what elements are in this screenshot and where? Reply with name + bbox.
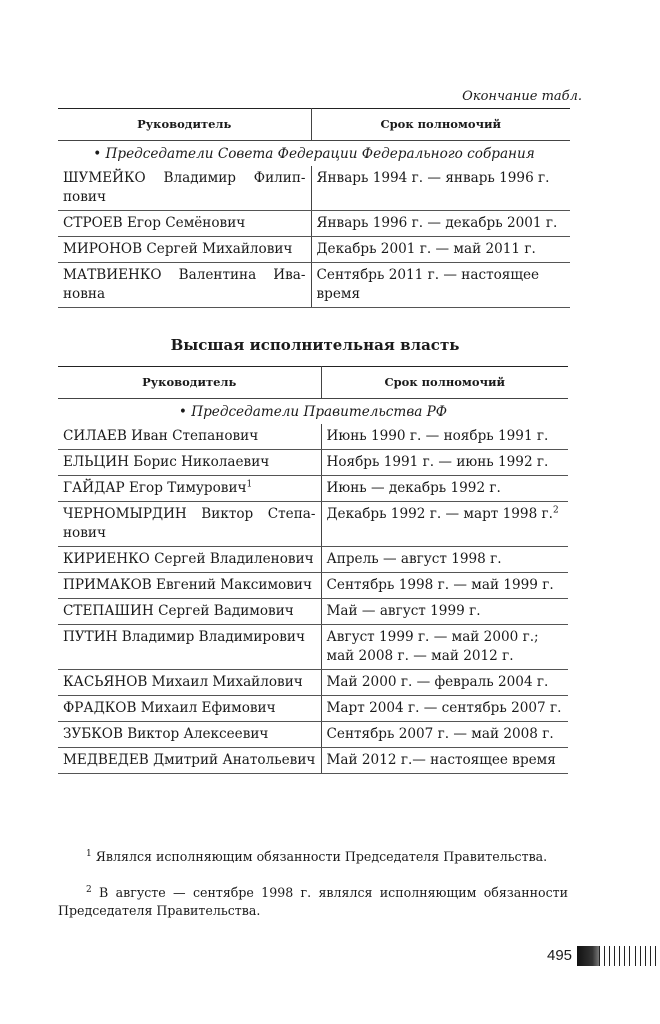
leader-name-text: СТЕПАШИН Сергей Вадимович [63, 603, 294, 619]
term-of-office [321, 502, 568, 547]
footnote-2 [58, 884, 568, 920]
column-header-leader: Руководитель [58, 109, 311, 141]
table-row [58, 166, 570, 211]
table-row [58, 722, 568, 748]
leader-name-text: ПРИМАКОВ Евгений Максимович [63, 577, 312, 593]
term-text: Апрель — август 1998 г. [326, 551, 502, 567]
table-row [58, 237, 570, 263]
leader-name [58, 599, 321, 625]
table-row [58, 573, 568, 599]
leader-name [58, 263, 311, 308]
table-row [58, 502, 568, 547]
federation-council-table [58, 108, 570, 308]
table-row [58, 424, 568, 450]
leader-name [58, 547, 321, 573]
leader-name [58, 722, 321, 748]
leader-name-text: ПУТИН Владимир Владимирович [63, 629, 305, 645]
term-of-office [321, 599, 568, 625]
term-text: Январь 1996 г. — декабрь 2001 г. [316, 215, 558, 231]
term-text: Сентябрь 2011 г. — настоящее время [316, 267, 540, 302]
footnote-ref: 1 [246, 479, 253, 490]
term-of-office [321, 573, 568, 599]
section-title: • Председатели Правительства РФ [178, 404, 448, 420]
table-row [58, 211, 570, 237]
term-text: Май 2000 г. — февраль 2004 г. [326, 674, 549, 690]
leader-name [58, 237, 311, 263]
column-header-leader: Руководитель [58, 367, 321, 399]
term-of-office [321, 722, 568, 748]
column-header-term: Срок полномочий [321, 367, 568, 399]
leader-name-text: МАТВИЕНКО Валентина Ивановна [63, 267, 306, 302]
leader-name-text: КИРИЕНКО Сергей Владиленович [63, 551, 314, 567]
term-of-office [321, 670, 568, 696]
leader-name-text: ШУМЕЙКО Владимир Филиппович [63, 170, 306, 205]
table-row [58, 476, 568, 502]
table-row [58, 547, 568, 573]
term-text: Январь 1994 г. — январь 1996 г. [316, 170, 550, 186]
footnote-text: Являлся исполняющим обязанности Председателя Правительства. [91, 849, 548, 864]
term-text: Июнь — декабрь 1992 г. [326, 480, 501, 496]
government-chairmen-table [58, 366, 568, 774]
term-of-office [321, 450, 568, 476]
term-text: Сентябрь 1998 г. — май 1999 г. [326, 577, 554, 593]
table-row [58, 748, 568, 774]
leader-name [58, 696, 321, 722]
section-heading: Высшая исполнительная власть [170, 336, 460, 354]
leader-name [58, 625, 321, 670]
term-text: Май 2012 г.— настоящее время [326, 752, 556, 768]
leader-name-text: СТРОЕВ Егор Семёнович [63, 215, 246, 231]
leader-name [58, 748, 321, 774]
footnote-mark: 2 [86, 884, 92, 895]
table-row [58, 625, 568, 670]
table-row [58, 599, 568, 625]
leader-name-text: ГАЙДАР Егор Тимурович [63, 480, 247, 496]
leader-name-text: СИЛАЕВ Иван Степанович [63, 428, 259, 444]
footnote-text: В августе — сентябре 1998 г. являлся исполняющим обязанности Председателя Правительства. [58, 885, 568, 918]
table-continuation-label: Окончание табл. [462, 89, 582, 104]
term-of-office [311, 211, 570, 237]
leader-name-text: МЕДВЕДЕВ Дмитрий Анатольевич [63, 752, 316, 768]
leader-name-text: ФРАДКОВ Михаил Ефимович [63, 700, 276, 716]
term-of-office [311, 166, 570, 211]
table-row [58, 450, 568, 476]
section-title: • Председатели Совета Федерации Федерального собрания [93, 146, 535, 162]
leader-name-text: ЗУБКОВ Виктор Алексеевич [63, 726, 269, 742]
term-of-office [321, 424, 568, 450]
term-text: Август 1999 г. — май 2000 г.; май 2008 г. — май 2012 г. [326, 629, 539, 664]
term-text: Сентябрь 2007 г. — май 2008 г. [326, 726, 554, 742]
leader-name-text: ЧЕРНОМЫРДИН Виктор Степанович [63, 506, 316, 541]
leader-name [58, 450, 321, 476]
page-edge-marker [577, 946, 660, 966]
term-of-office [311, 237, 570, 263]
leader-name [58, 573, 321, 599]
footnote-1 [58, 848, 568, 866]
term-of-office [321, 748, 568, 774]
term-of-office [311, 263, 570, 308]
leader-name-text: КАСЬЯНОВ Михаил Михайлович [63, 674, 303, 690]
leader-name [58, 211, 311, 237]
column-header-term: Срок полномочий [311, 109, 570, 141]
term-text: Декабрь 1992 г. — март 1998 г. [326, 506, 553, 522]
leader-name-text: ЕЛЬЦИН Борис Николаевич [63, 454, 270, 470]
leader-name-text: МИРОНОВ Сергей Михайлович [63, 241, 293, 257]
term-text: Июнь 1990 г. — ноябрь 1991 г. [326, 428, 549, 444]
term-of-office [321, 476, 568, 502]
table-row [58, 670, 568, 696]
page-number: 495 [547, 947, 573, 964]
leader-name [58, 502, 321, 547]
table-row [58, 263, 570, 308]
leader-name [58, 166, 311, 211]
term-of-office [321, 625, 568, 670]
footnote-mark: 1 [86, 848, 92, 859]
term-text: Март 2004 г. — сентябрь 2007 г. [326, 700, 562, 716]
leader-name [58, 670, 321, 696]
leader-name [58, 476, 321, 502]
term-text: Декабрь 2001 г. — май 2011 г. [316, 241, 536, 257]
table-row [58, 696, 568, 722]
leader-name [58, 424, 321, 450]
term-text: Ноябрь 1991 г. — июнь 1992 г. [326, 454, 549, 470]
term-of-office [321, 696, 568, 722]
term-of-office [321, 547, 568, 573]
term-text: Май — август 1999 г. [326, 603, 481, 619]
footnote-ref: 2 [552, 505, 559, 516]
